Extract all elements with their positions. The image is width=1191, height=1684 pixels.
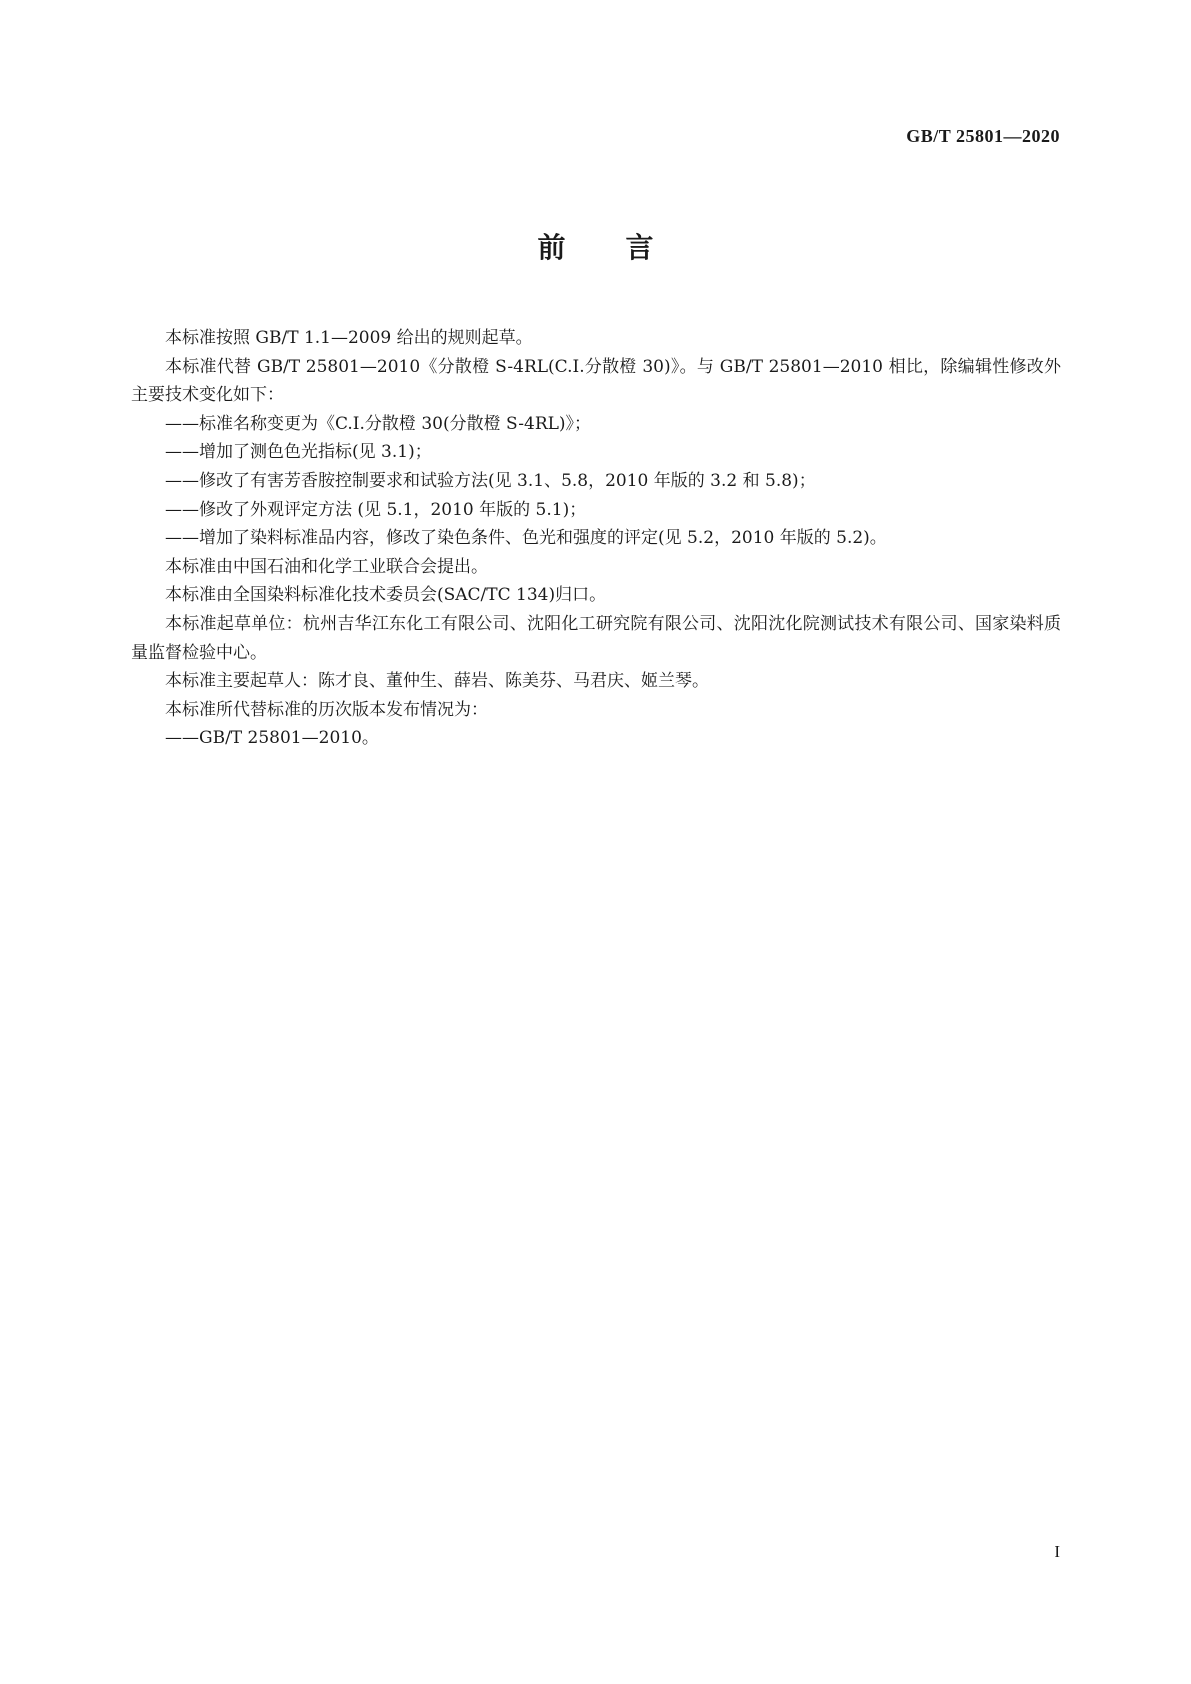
- list-item: ——修改了外观评定方法 (见 5.1，2010 年版的 5.1)；: [165, 499, 587, 520]
- standard-code: GB/T 25801—2020: [906, 126, 1060, 146]
- paragraph: 本标准所代替标准的历次版本发布情况为：: [165, 699, 488, 720]
- paragraph: 本标准起草单位：杭州吉华江东化工有限公司、沈阳化工研究院有限公司、沈阳沈化院测试技术有限公司、国家染料质量监督检验中心。: [131, 613, 1061, 663]
- paragraph: 本标准代替 GB/T 25801—2010《分散橙 S-4RL(C.I.分散橙 30)》。与 GB/T 25801—2010 相比，除编辑性修改外主要技术变化如下：: [131, 356, 1061, 406]
- list-item: ——增加了测色色光指标(见 3.1)；: [165, 442, 432, 463]
- list-item: ——标准名称变更为《C.I.分散橙 30(分散橙 S-4RL)》；: [165, 413, 592, 434]
- paragraph: 本标准由中国石油和化学工业联合会提出。: [165, 556, 488, 577]
- paragraph: 本标准按照 GB/T 1.1—2009 给出的规则起草。: [165, 328, 533, 348]
- list-item: ——增加了染料标准品内容，修改了染色条件、色光和强度的评定(见 5.2，2010 年版的 5.2)。: [165, 528, 887, 549]
- list-item: ——修改了有害芳香胺控制要求和试验方法(见 3.1、5.8，2010 年版的 3.2 和 5.8)；: [165, 470, 816, 491]
- paragraph: 本标准由全国染料标准化技术委员会(SAC/TC 134)归口。: [165, 585, 607, 606]
- paragraph: 本标准主要起草人：陈才良、董仲生、薛岩、陈美芬、马君庆、姬兰琴。: [165, 671, 709, 692]
- foreword-body: [131, 324, 1061, 753]
- page-title: 前言: [537, 231, 714, 264]
- page-number: I: [1054, 1542, 1060, 1561]
- list-item: ——GB/T 25801—2010。: [165, 728, 379, 749]
